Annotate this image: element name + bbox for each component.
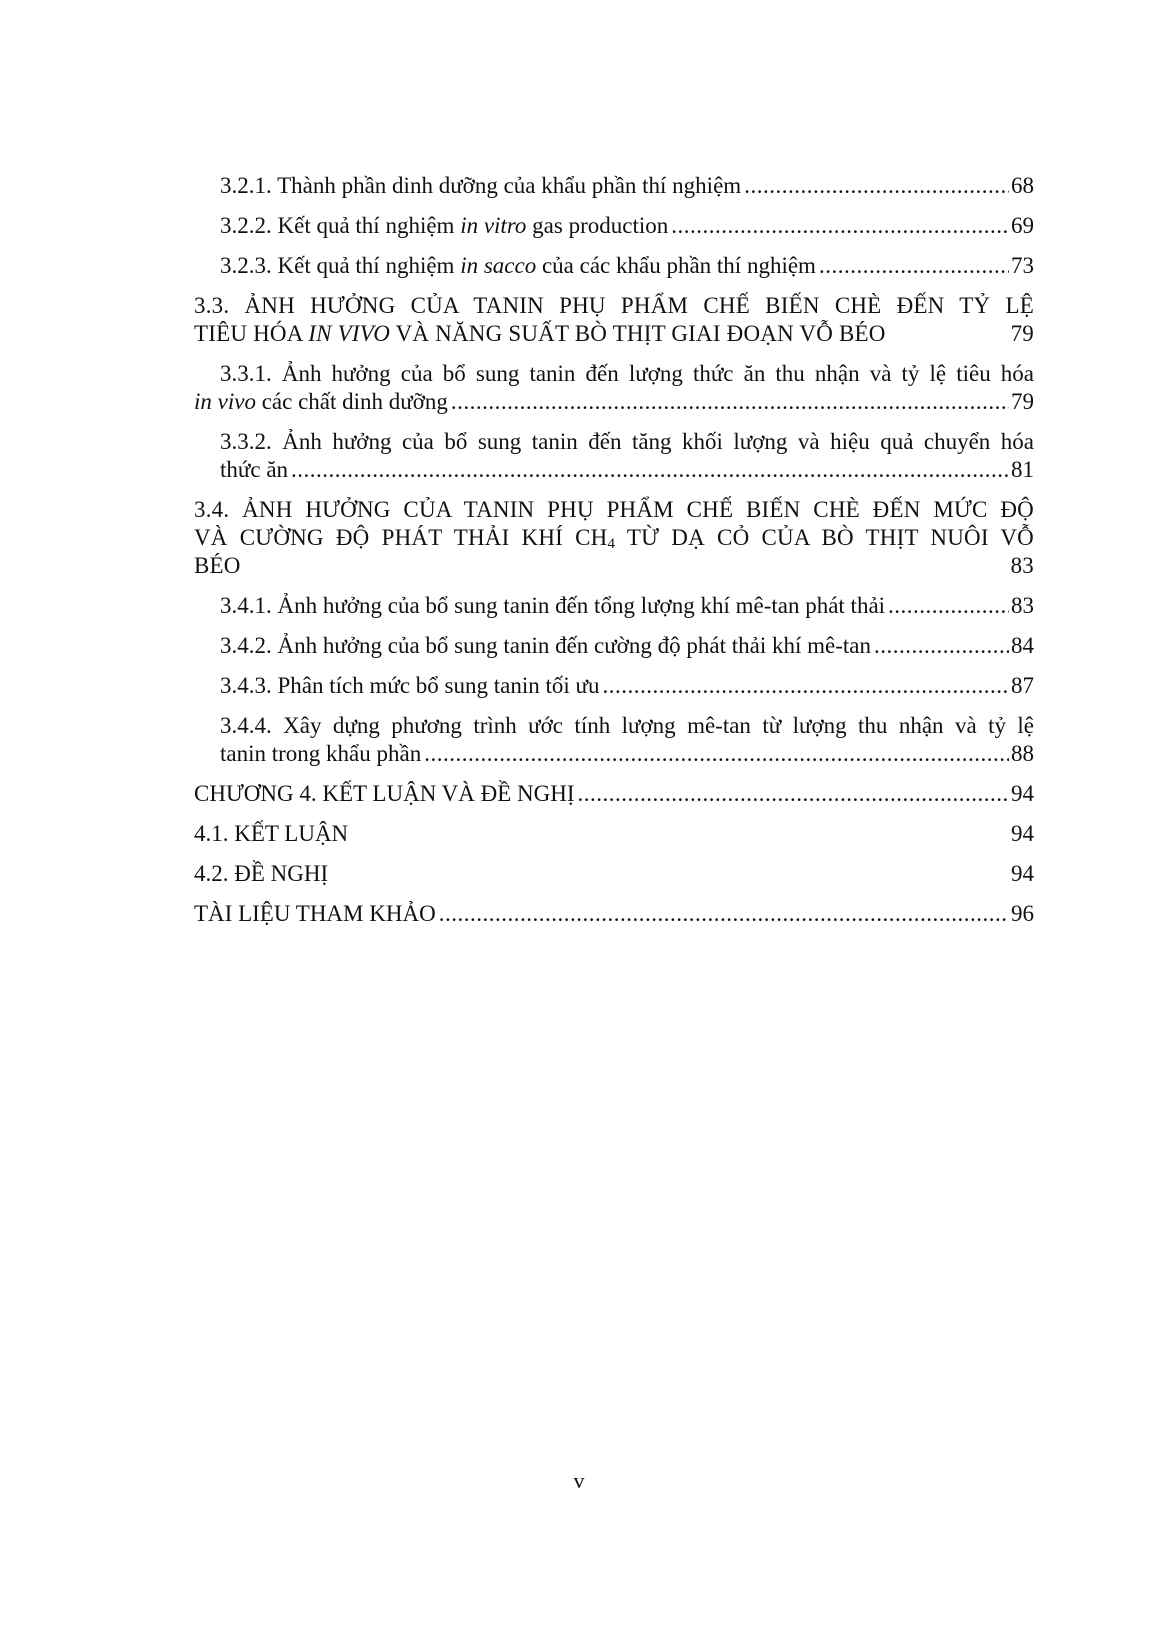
- toc-entry-title-line2: tanin trong khẩu phần: [220, 741, 422, 766]
- toc-page-number: 73: [1011, 253, 1034, 278]
- toc-entry-title: 3.4.1. Ảnh hưởng của bổ sung tanin đến tổng lượng khí mê-tan phát thải: [220, 593, 886, 618]
- title-text-suffix: TỪ DẠ CỎ CỦA BÒ THỊT NUÔI VỖ: [615, 525, 1034, 550]
- subscript: 4: [607, 536, 616, 552]
- toc-entry-title: 4.1. KẾT LUẬN: [194, 821, 349, 846]
- toc-entry-title-line2: thức ăn: [220, 457, 289, 482]
- dot-leader: [888, 592, 1009, 620]
- toc-entry-title-line1: 3.3.1. Ảnh hưởng của bổ sung tanin đến lượng thức ăn thu nhận và tỷ lệ tiêu hóa: [220, 361, 1034, 386]
- toc-entry-title-line2: [194, 388, 448, 416]
- dot-leader: [578, 780, 1010, 808]
- toc-entry-3-3[interactable]: [194, 292, 1034, 348]
- table-of-contents: [194, 160, 1034, 928]
- toc-page-number: 81: [1011, 457, 1034, 482]
- toc-page-number: 84: [1011, 633, 1034, 658]
- toc-entry-title-line1: 3.4. ẢNH HƯỞNG CỦA TANIN PHỤ PHẨM CHẾ BIẾN CHÈ ĐẾN MỨC ĐỘ: [194, 497, 1034, 522]
- title-text-suffix: gas production: [526, 213, 669, 238]
- toc-entry-title-line2: [194, 320, 886, 348]
- dot-leader: [671, 212, 1009, 240]
- toc-page-number: 94: [1011, 861, 1034, 886]
- toc-entry-chapter-4[interactable]: [194, 768, 1034, 808]
- toc-entry-title-line1: 3.4.4. Xây dựng phương trình ước tính lượng mê-tan từ lượng thu nhận và tỷ lệ: [220, 713, 1034, 738]
- dot-leader: [424, 740, 1009, 768]
- toc-page-number: 79: [1011, 389, 1034, 414]
- toc-page-number: 83: [1010, 553, 1034, 578]
- toc-page-number: 96: [1011, 901, 1034, 926]
- dot-leader: [439, 900, 1009, 928]
- toc-page-number: 88: [1011, 741, 1034, 766]
- dot-leader: [744, 172, 1009, 200]
- dot-leader: [291, 456, 1009, 484]
- title-italic: in sacco: [460, 253, 537, 278]
- toc-page-number: 83: [1011, 593, 1034, 618]
- toc-page-number: 68: [1011, 173, 1034, 198]
- toc-entry-references[interactable]: [194, 888, 1034, 928]
- toc-entry-3-4[interactable]: [194, 496, 1034, 580]
- toc-entry-4-2[interactable]: [194, 848, 1034, 888]
- title-text-suffix: VÀ NĂNG SUẤT BÒ THỊT GIAI ĐOẠN VỖ BÉO: [390, 321, 886, 346]
- toc-entry-3-2-1[interactable]: [194, 160, 1034, 200]
- toc-entry-3-2-3[interactable]: [194, 240, 1034, 280]
- toc-entry-3-3-2[interactable]: [194, 428, 1034, 484]
- toc-entry-title: 3.4.3. Phân tích mức bổ sung tanin tối ưu: [220, 673, 600, 698]
- page-footer-number: v: [573, 1468, 585, 1493]
- toc-entry-title: CHƯƠNG 4. KẾT LUẬN VÀ ĐỀ NGHỊ: [194, 781, 575, 806]
- toc-entry-3-4-2[interactable]: [194, 620, 1034, 660]
- title-text: VÀ CƯỜNG ĐỘ PHÁT THẢI KHÍ CH: [194, 525, 608, 550]
- dot-leader: [451, 388, 1009, 416]
- toc-entry-title: TÀI LIỆU THAM KHẢO: [194, 901, 436, 926]
- toc-entry-title-line3: BÉO: [194, 553, 241, 578]
- toc-page-number: 87: [1011, 673, 1034, 698]
- title-italic: IN VIVO: [308, 321, 391, 346]
- toc-entry-3-4-4[interactable]: [194, 712, 1034, 768]
- toc-page-number: 69: [1011, 213, 1034, 238]
- title-text-suffix: của các khẩu phần thí nghiệm: [536, 253, 816, 278]
- dot-leader: [603, 672, 1010, 700]
- dot-leader: [874, 632, 1009, 660]
- toc-entry-title: [220, 212, 668, 240]
- toc-entry-3-4-1[interactable]: [194, 580, 1034, 620]
- toc-page-number: 94: [1011, 821, 1034, 846]
- toc-entry-title: [220, 252, 816, 280]
- toc-entry-3-4-3[interactable]: [194, 660, 1034, 700]
- toc-entry-title-line1: 3.3. ẢNH HƯỞNG CỦA TANIN PHỤ PHẨM CHẾ BIẾN CHÈ ĐẾN TỶ LỆ: [194, 293, 1034, 318]
- toc-entry-3-3-1[interactable]: [194, 360, 1034, 416]
- title-text: 3.2.3. Kết quả thí nghiệm: [220, 253, 461, 278]
- toc-entry-title: 4.2. ĐỀ NGHỊ: [194, 861, 329, 886]
- toc-page-number: 79: [1010, 321, 1034, 346]
- toc-entry-title-line2: [194, 524, 1034, 552]
- title-text-suffix: các chất dinh dưỡng: [255, 389, 448, 414]
- toc-entry-title: 3.4.2. Ảnh hưởng của bổ sung tanin đến cường độ phát thải khí mê-tan: [220, 633, 871, 658]
- title-italic: in vivo: [194, 389, 256, 414]
- dot-leader: [819, 252, 1009, 280]
- toc-page-number: 94: [1011, 781, 1034, 806]
- title-text: 3.2.2. Kết quả thí nghiệm: [220, 213, 461, 238]
- toc-entry-title-line1: 3.3.2. Ảnh hưởng của bổ sung tanin đến tăng khối lượng và hiệu quả chuyển hóa: [220, 429, 1034, 454]
- toc-entry-title: 3.2.1. Thành phần dinh dưỡng của khẩu phần thí nghiệm: [220, 173, 742, 198]
- title-text: TIÊU HÓA: [194, 321, 309, 346]
- toc-entry-3-2-2[interactable]: [194, 200, 1034, 240]
- toc-entry-4-1[interactable]: [194, 808, 1034, 848]
- title-italic: in vitro: [460, 213, 527, 238]
